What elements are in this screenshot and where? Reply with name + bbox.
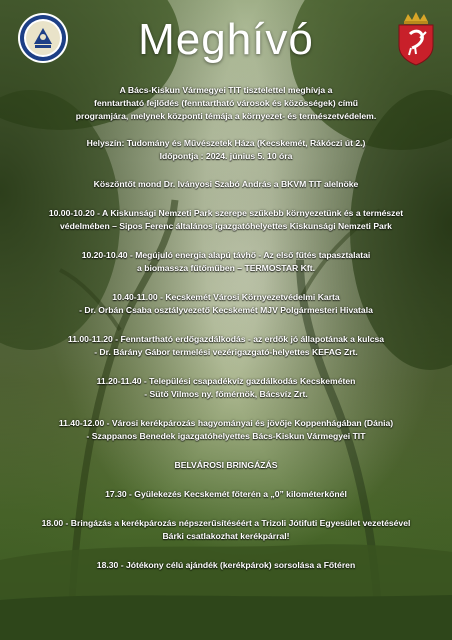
event-line: 18.00 - Bringázás a kerékpározás népszerűsítéséért a Trizoli Jótifuti Egyesület vezetésével (41, 518, 411, 528)
program-item (20, 249, 432, 275)
program-item (20, 333, 432, 359)
section-title: BELVÁROSI BRINGÁZÁS (174, 460, 278, 470)
event-line: 18.30 - Jótékony célú ajándék (kerékpárok) sorsolása a Főtéren (96, 560, 356, 570)
program-line: - Szappanos Benedek igazgatóhelyettes Bács-Kiskun Vármegyei TIT (86, 431, 366, 441)
program-line: 10.20-10.40 - Megújuló energia alapú távhő - Az első fűtés tapasztalatai (81, 250, 371, 260)
program-line: 11.20-11.40 - Települési csapadékvíz gazdálkodás Kecskeméten (96, 376, 356, 386)
event-item (20, 517, 432, 543)
program-line: 10.40-11.00 - Kecskemét Városi Környezetvédelmi Karta (112, 292, 340, 302)
event-line: 17.30 - Gyülekezés Kecskemét főterén a „0” kilométerkőnél (105, 489, 347, 499)
page-title: Meghívó (138, 15, 314, 64)
event-item (20, 488, 432, 501)
venue-block (20, 137, 432, 163)
invitation-content (20, 84, 432, 588)
program-item (20, 375, 432, 401)
program-item (20, 417, 432, 443)
program-item (20, 207, 432, 233)
program-line: - Sütő Vilmos ny. főmérnök, Bácsvíz Zrt. (144, 389, 308, 399)
venue-location: Helyszín: Tudomány és Művészetek Háza (Kecskemét, Rákóczi út 2.) (86, 138, 366, 148)
program-item (20, 291, 432, 317)
program-line: védelmében – Sipos Ferenc általános igazgatóhelyettes Kiskunsági Nemzeti Park (60, 221, 392, 231)
event-item (20, 559, 432, 572)
intro-line: fenntartható fejlődés (fenntartható városok és közösségek) című (93, 98, 359, 108)
intro-line: A Bács-Kiskun Vármegyei TIT tisztelettel meghívja a (119, 85, 333, 95)
intro-paragraph (20, 84, 432, 123)
program-line: 11.00-11.20 - Fenntartható erdőgazdálkodás - az erdők jó állapotának a kulcsa (67, 334, 385, 344)
program-line: a biomassza fűtőműben – TERMOSTAR Kft. (137, 263, 315, 273)
program-line: - Dr. Orbán Csaba osztályvezető Kecskemét MJV Polgármesteri Hivatala (79, 305, 373, 315)
intro-line: programjára, melynek központi témája a környezet- és természetvédelem. (75, 111, 377, 121)
program-line: 11.40-12.00 - Városi kerékpározás hagyományai és jövője Koppenhágában (Dánia) (58, 418, 394, 428)
program-line: 10.00-10.20 - A Kiskunsági Nemzeti Park szerepe szűkebb környezetünk és a természet (48, 208, 404, 218)
venue-date: Időpontja : 2024. június 5. 10 óra (159, 151, 293, 161)
event-line: Bárki csatlakozhat kerékpárral! (162, 531, 290, 541)
program-line: - Dr. Bárány Gábor termelési vezérigazgató-helyettes KEFAG Zrt. (94, 347, 358, 357)
greeting-line: Köszöntőt mond Dr. Iványosi Szabó András a BKVM TIT alelnöke (93, 179, 359, 189)
